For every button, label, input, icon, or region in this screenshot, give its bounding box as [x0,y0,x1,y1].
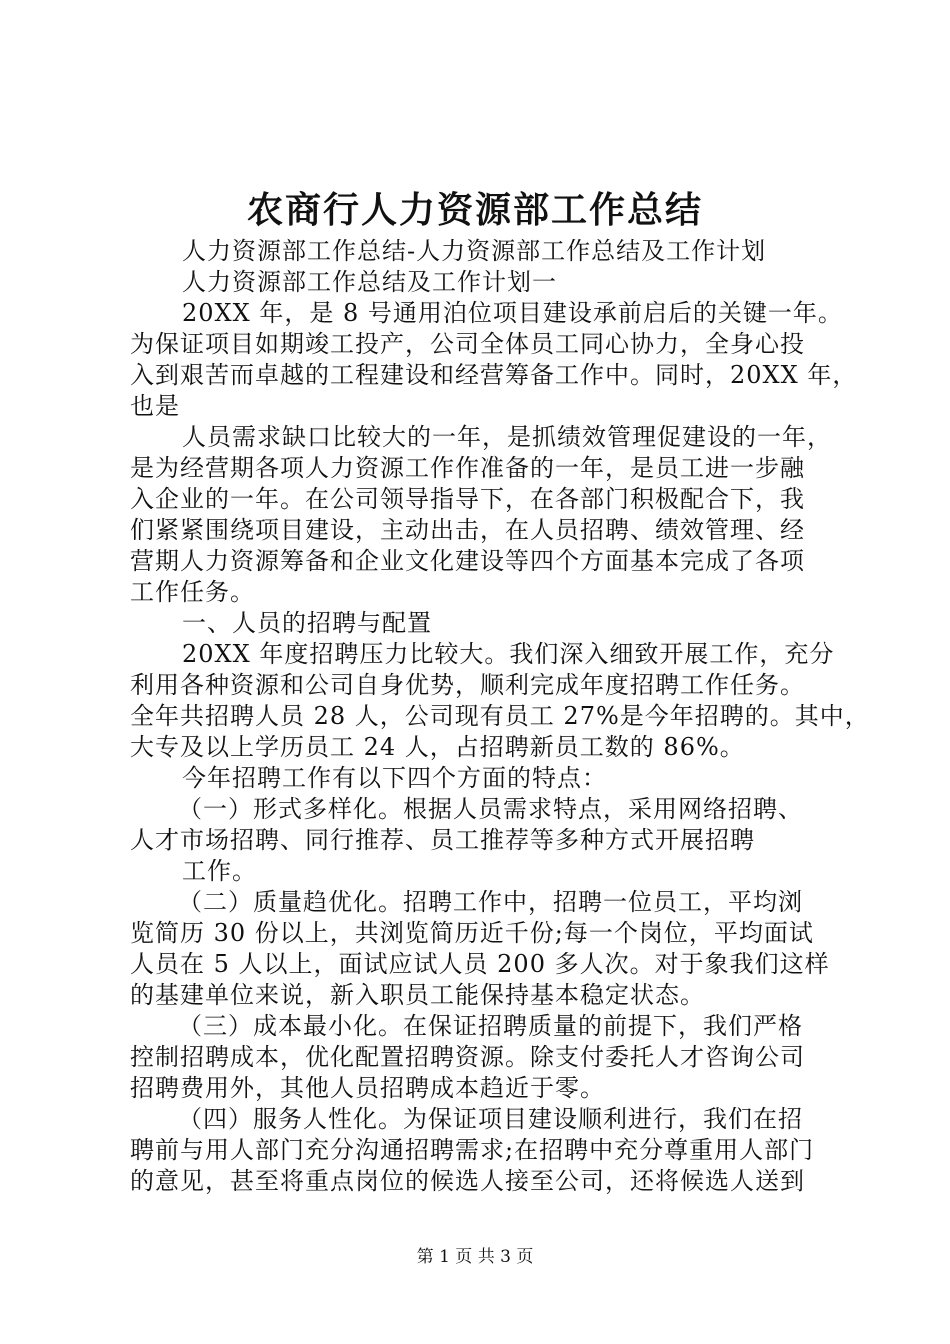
text-line: （一）形式多样化。根据人员需求特点，采用网络招聘、 [178,795,803,823]
section-heading: 一、人员的招聘与配置 [182,609,432,637]
text-line: 也是 [130,392,180,420]
text-line: 人员在 5 人以上，面试应试人员 200 多人次。对于象我们这样 [130,950,830,978]
text-line: （二）质量趋优化。招聘工作中，招聘一位员工，平均浏 [178,888,803,916]
text-line: （三）成本最小化。在保证招聘质量的前提下，我们严格 [178,1012,803,1040]
text-line: 控制招聘成本，优化配置招聘资源。除支付委托人才咨询公司 [130,1043,805,1071]
text-line: 工作任务。 [130,578,255,606]
text-line: 今年招聘工作有以下四个方面的特点： [182,764,607,792]
text-line: 利用各种资源和公司自身优势，顺利完成年度招聘工作任务。 [130,671,805,699]
text-line: 人员需求缺口比较大的一年，是抓绩效管理促建设的一年， [182,423,832,451]
text-line: 览简历 30 份以上，共浏览简历近千份;每一个岗位，平均面试 [130,919,814,947]
text-line: 人才市场招聘、同行推荐、员工推荐等多种方式开展招聘 [130,826,755,854]
text-line: 营期人力资源筹备和企业文化建设等四个方面基本完成了各项 [130,547,805,575]
text-line: 20XX 年度招聘压力比较大。我们深入细致开展工作，充分 [182,640,835,668]
text-line: 工作。 [182,857,257,885]
text-line: 大专及以上学历员工 24 人，占招聘新员工数的 86%。 [130,733,745,761]
text-line: 的意见，甚至将重点岗位的候选人接至公司，还将候选人送到 [130,1167,805,1195]
page-number: 第 1 页 共 3 页 [416,1247,534,1267]
text-line: 们紧紧围绕项目建设，主动出击，在人员招聘、绩效管理、经 [130,516,805,544]
text-line: 聘前与用人部门充分沟通招聘需求;在招聘中充分尊重用人部门 [130,1136,815,1164]
text-line: 入到艰苦而卓越的工程建设和经营筹备工作中。同时，20XX 年， [130,361,858,389]
text-line: 招聘费用外，其他人员招聘成本趋近于零。 [130,1074,605,1102]
text-line: 为保证项目如期竣工投产，公司全体员工同心协力，全身心投 [130,330,805,358]
text-line: 人力资源部工作总结-人力资源部工作总结及工作计划 [182,237,767,265]
document-body [130,236,870,1197]
text-line: 入企业的一年。在公司领导指导下，在各部门积极配合下，我 [130,485,805,513]
text-line: （四）服务人性化。为保证项目建设顺利进行，我们在招 [178,1105,803,1133]
document-title: 农商行人力资源部工作总结 [246,189,703,231]
text-line: 20XX 年，是 8 号通用泊位项目建设承前启后的关键一年。 [182,299,843,327]
text-line: 是为经营期各项人力资源工作作准备的一年，是员工进一步融 [130,454,805,482]
text-line: 的基建单位来说，新入职员工能保持基本稳定状态。 [130,981,705,1009]
text-line: 人力资源部工作总结及工作计划一 [182,268,557,296]
text-line: 全年共招聘人员 28 人，公司现有员工 27%是今年招聘的。其中， [130,702,870,730]
